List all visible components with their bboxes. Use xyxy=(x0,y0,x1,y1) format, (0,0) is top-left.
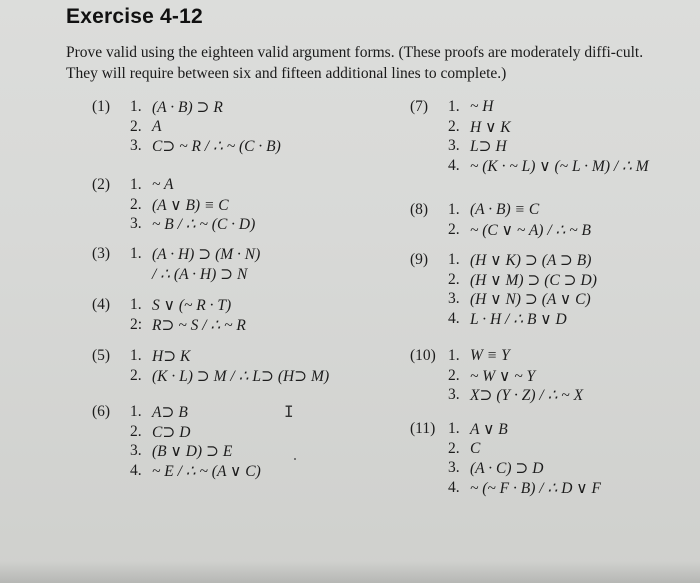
line-number: 4. xyxy=(448,156,460,174)
exercise-instructions: Prove valid using the eighteen valid argument forms. (These proofs are moderately diffi-cult. They will require between six and fifteen additional lines to complete.) xyxy=(66,44,644,82)
problem-4 xyxy=(92,296,392,335)
proof-line xyxy=(410,157,700,177)
line-number: 1. xyxy=(448,201,460,218)
premise-text: (A · H) ⊃ (M · N) xyxy=(152,246,261,263)
proof-line xyxy=(92,347,392,367)
line-number: 1. xyxy=(130,98,142,115)
proof-line xyxy=(410,310,700,330)
line-number: 2. xyxy=(448,439,460,457)
line-number: 3. xyxy=(130,442,142,459)
premise-text: A xyxy=(152,117,162,135)
line-number: 1. xyxy=(130,245,142,262)
proof-line xyxy=(410,367,700,387)
premise-text: ~ (C ∨ ~ A) / ∴ ~ B xyxy=(470,221,591,239)
line-number: 3. xyxy=(130,215,142,232)
line-number: 2. xyxy=(130,366,142,384)
problem-11 xyxy=(410,420,700,498)
proof-line xyxy=(92,296,392,316)
proof-line xyxy=(92,245,392,265)
line-number: 3. xyxy=(448,290,460,307)
problem-10 xyxy=(410,347,700,406)
line-number: 2. xyxy=(448,270,460,288)
line-number: 2. xyxy=(448,117,460,135)
line-number: 1. xyxy=(448,251,460,268)
line-number: 1. xyxy=(130,347,142,364)
proof-line xyxy=(410,118,700,138)
proof-line xyxy=(92,176,392,196)
premise-text: R⊃ ~ S / ∴ ~ R xyxy=(152,316,246,334)
premise-text: X⊃ (Y · Z) / ∴ ~ X xyxy=(470,387,584,404)
stray-dot-mark xyxy=(294,458,296,460)
line-number: 2. xyxy=(448,366,460,384)
premise-text: A⊃ B xyxy=(152,404,188,421)
problem-number: (7) xyxy=(410,98,429,115)
line-number: 4. xyxy=(448,478,460,496)
proof-line xyxy=(410,290,700,310)
problem-number: (6) xyxy=(92,403,111,420)
premise-text: C⊃ ~ R / ∴ ~ (C · B) xyxy=(152,138,281,155)
line-number: 4. xyxy=(130,461,142,479)
premise-text: ~ E / ∴ ~ (A ∨ C) xyxy=(152,462,261,480)
premise-text: ~ H xyxy=(470,98,494,115)
exercise-title: Exercise 4-12 xyxy=(66,5,203,28)
line-number: 2: xyxy=(130,315,143,333)
premise-text: C xyxy=(470,439,481,457)
proof-line xyxy=(410,271,700,291)
line-number: 1. xyxy=(130,296,142,313)
premise-text: ~ A xyxy=(152,176,174,193)
proof-line xyxy=(92,196,392,216)
problem-number: (11) xyxy=(410,420,436,437)
line-number: 3. xyxy=(448,137,460,154)
premise-text: A ∨ B xyxy=(470,421,508,438)
line-number: 4. xyxy=(448,309,460,327)
proof-line xyxy=(410,251,700,271)
text-cursor-icon: I xyxy=(284,402,294,421)
proof-line xyxy=(410,440,700,460)
line-number: 3. xyxy=(448,386,460,403)
problem-number: (8) xyxy=(410,201,429,218)
problem-number: (10) xyxy=(410,347,436,364)
line-number: 3. xyxy=(130,137,142,154)
premise-text: H⊃ K xyxy=(152,348,191,365)
problem-6 xyxy=(92,403,392,481)
proof-line xyxy=(410,459,700,479)
line-number: 1. xyxy=(448,420,460,437)
page-shadow xyxy=(0,561,700,583)
premise-text: ~ (K · ~ L) ∨ (~ L · M) / ∴ M xyxy=(470,157,649,175)
proof-line xyxy=(92,265,392,285)
premise-text: (A · B) ≡ C xyxy=(470,201,540,218)
proof-line xyxy=(92,403,392,423)
proof-line xyxy=(92,215,392,235)
proof-line xyxy=(410,386,700,406)
premise-text: C⊃ D xyxy=(152,423,191,441)
proof-line xyxy=(410,420,700,440)
proof-line xyxy=(92,442,392,462)
proof-line xyxy=(92,316,392,336)
proof-line xyxy=(410,201,700,221)
premise-text: L · H / ∴ B ∨ D xyxy=(470,310,567,328)
premise-text: (H ∨ N) ⊃ (A ∨ C) xyxy=(470,291,591,308)
premise-text: ~ W ∨ ~ Y xyxy=(470,367,536,385)
premise-text: (A ∨ B) ≡ C xyxy=(152,196,229,214)
problem-number: (5) xyxy=(92,347,111,364)
line-number: 2. xyxy=(448,220,460,238)
proof-line xyxy=(410,137,700,157)
proof-line xyxy=(92,462,392,482)
premise-text: (H ∨ M) ⊃ (C ⊃ D) xyxy=(470,271,597,289)
problem-8 xyxy=(410,201,700,240)
line-number: 2. xyxy=(130,117,142,135)
proof-line xyxy=(92,423,392,443)
problem-number: (3) xyxy=(92,245,111,262)
proof-line xyxy=(92,98,392,118)
problem-number: (4) xyxy=(92,296,111,313)
problem-5 xyxy=(92,347,392,386)
premise-text: ~ B / ∴ ~ (C · D) xyxy=(152,216,256,233)
premise-text: (K · L) ⊃ M / ∴ L⊃ (H⊃ M) xyxy=(152,367,330,385)
proof-line xyxy=(410,479,700,499)
premise-text: ~ (~ F · B) / ∴ D ∨ F xyxy=(470,479,601,497)
proof-line xyxy=(410,221,700,241)
proof-line xyxy=(410,98,700,118)
problem-2 xyxy=(92,176,392,235)
premise-text: (B ∨ D) ⊃ E xyxy=(152,443,233,460)
problem-1 xyxy=(92,98,392,157)
problem-number: (1) xyxy=(92,98,111,115)
premise-text: H ∨ K xyxy=(470,118,511,136)
problem-7 xyxy=(410,98,700,176)
premise-text: S ∨ (~ R · T) xyxy=(152,297,232,314)
premise-text: (A · B) ⊃ R xyxy=(152,99,223,116)
problem-number: (2) xyxy=(92,176,111,193)
premise-text: W ≡ Y xyxy=(470,347,510,364)
premise-text: / ∴ (A · H) ⊃ N xyxy=(152,265,248,283)
line-number: 1. xyxy=(448,98,460,115)
proof-line xyxy=(410,347,700,367)
premise-text: (A · C) ⊃ D xyxy=(470,460,544,477)
premise-text: (H ∨ K) ⊃ (A ⊃ B) xyxy=(470,252,592,269)
problem-9 xyxy=(410,251,700,329)
proof-line xyxy=(92,137,392,157)
line-number: 1. xyxy=(448,347,460,364)
problem-number: (9) xyxy=(410,251,429,268)
line-number: 1. xyxy=(130,403,142,420)
line-number: 1. xyxy=(130,176,142,193)
line-number: 3. xyxy=(448,459,460,476)
premise-text: L⊃ H xyxy=(470,138,507,155)
line-number: 2. xyxy=(130,195,142,213)
proof-line xyxy=(92,118,392,138)
problem-3 xyxy=(92,245,392,284)
proof-line xyxy=(92,367,392,387)
line-number: 2. xyxy=(130,422,142,440)
